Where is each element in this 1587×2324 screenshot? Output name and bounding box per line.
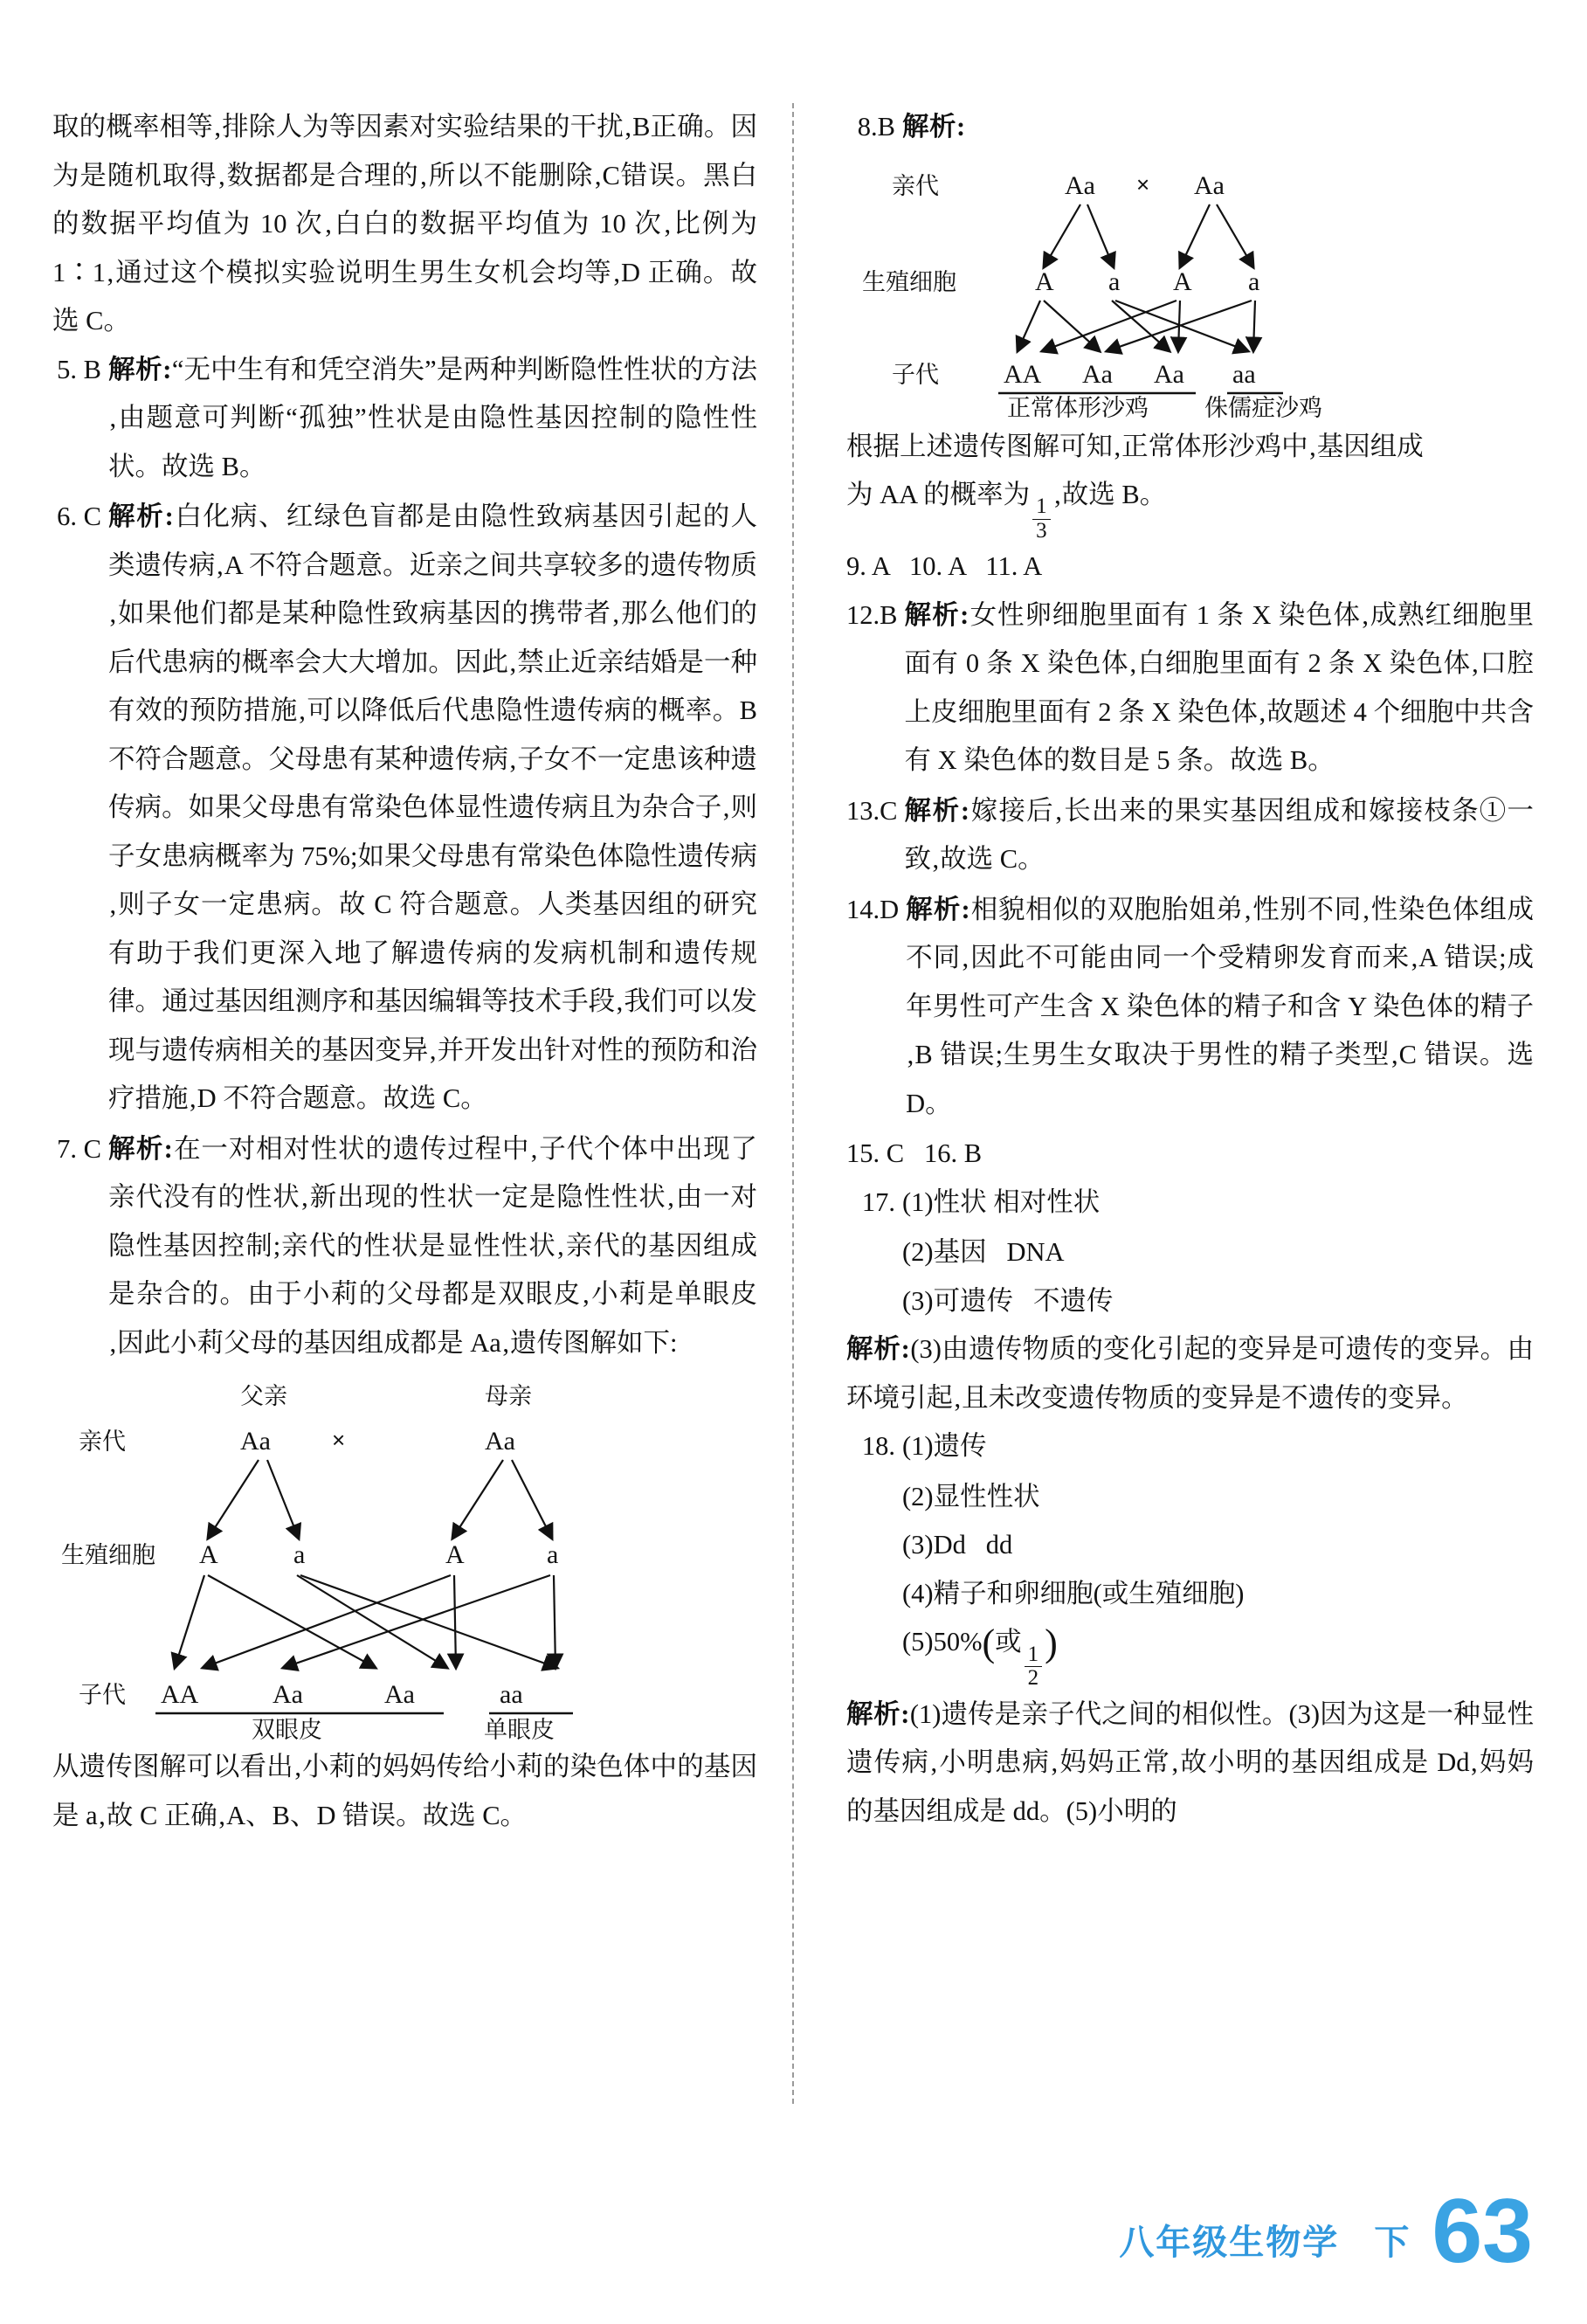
answer-item-17	[846, 1179, 1534, 1228]
gamete-2: a	[1108, 266, 1121, 296]
answer-item-12-body	[904, 591, 1534, 785]
analysis-text: 女性卵细胞里面有 1 条 X 染色体‚成熟红细胞里面有 0 条 X 染色体‚白细胞里面有 2 条 X 染色体‚口腔上皮细胞里面有 2 条 X 染色体‚故题述 4 个细胞中共含有 X 染色体的数目是 5 条。故选 B。	[904, 599, 1534, 776]
answer-item-18	[846, 1422, 1534, 1471]
mother-genotype: Aa	[485, 1427, 515, 1456]
item17-line-2: (2)基因 DNA	[902, 1237, 1065, 1268]
analysis-text: 在一对相对性状的遗传过程中‚子代个体中出现了亲代没有的性状‚新出现的性状一定是隐性性状‚由一对隐性基因控制;亲代的性状是显性性状‚亲代的基因组成是杂合的。由于小莉的父母都是双眼皮‚小莉是单眼皮‚因此小莉父母的基因组成都是 Aa‚遗传图解如下:	[108, 1133, 757, 1358]
item18-line-1: (1)遗传	[902, 1431, 987, 1462]
answer-item-5-number: 5. B	[57, 354, 101, 384]
item8-conclusion-line1: 根据上述遗传图解可知‚正常体形沙鸡中‚基因组成	[846, 431, 1424, 461]
item18-or: 或	[995, 1627, 1022, 1657]
closing-paragraph: 从遗传图解可以看出‚小莉的妈妈传给小莉的染色体中的基因是 a‚故 C 正确‚A、B、D 错误。故选 C。	[52, 1752, 757, 1830]
analysis-label: 解析:	[846, 1698, 910, 1729]
footer-subject: 八年级生物学	[1119, 2224, 1340, 2262]
answer-item-12	[846, 591, 1534, 785]
answer-item-7	[52, 1125, 757, 1368]
cross-symbol: ×	[1136, 170, 1150, 197]
analysis-label: 解析:	[902, 112, 966, 142]
offspring-3: Aa	[384, 1680, 415, 1709]
answer-item-7-body	[108, 1125, 757, 1368]
analysis-text: 相貌相似的双胞胎姐弟‚性别不同‚性染色体组成不同‚因此不可能由同一个受精卵发育而来‚A 错误;成年男性可产生含 X 染色体的精子和含 Y 染色体的精子‚B 错误;生男生女取决于男性的精子类型‚C 错误。选 D。	[906, 894, 1534, 1118]
caption-double-eyelid: 双眼皮	[252, 1717, 322, 1740]
sand-grouse-inheritance-diagram	[846, 157, 1534, 419]
item18-percent: (5)50%	[902, 1627, 983, 1657]
answer-item-8	[846, 103, 1534, 152]
offspring-3: Aa	[1154, 359, 1184, 389]
gamete-3: A	[445, 1540, 465, 1569]
row-label-gamete: 生殖细胞	[61, 1542, 155, 1568]
analysis-label: 解析:	[108, 354, 172, 384]
offspring-2: Aa	[1082, 359, 1113, 389]
item18-line-2: (2)显性性状	[902, 1481, 1040, 1511]
father-title: 父亲	[240, 1383, 287, 1409]
answer-item-7-number: 7. C	[57, 1133, 101, 1164]
answer-item-6	[52, 493, 757, 1124]
analysis-text: 嫁接后‚长出来的果实基因组成和嫁接枝条①一致‚故选 C。	[904, 795, 1534, 875]
answer-item-6-number: 6. C	[57, 501, 101, 531]
eyelid-inheritance-diagram	[52, 1373, 757, 1740]
analysis-text: “无中生有和凭空消失”是两种判断隐性性状的方法‚由题意可判断“孤独”性状是由隐性基因控制的隐性性状。故选 B。	[108, 354, 757, 481]
answer-item-5	[52, 346, 757, 492]
short-answers-15-16: 15. C 16. B	[846, 1138, 983, 1169]
analysis-label: 解析:	[904, 599, 969, 630]
analysis-text: 白化病、红绿色盲都是由隐性致病基因引起的人类遗传病‚A 不符合题意。近亲之间共享较多的遗传物质‚如果他们都是某种隐性致病基因的携带者‚那么他们的后代患病的概率会大大增加。因此‚禁止近亲结婚是一种有效的预防措施‚可以降低后代患隐性遗传病的概率。B 不符合题意。父母患有某种遗传病‚子女不一定患该种遗传病。如果父母患有常染色体显性遗传病且为杂合子‚则子女患病概率为 75%;如果父母患有常染色体隐性遗传病‚则子女一定患病。故 C 符合题意。人类基因组的研究有助于我们更深入地了解遗传病的发病机制和遗传规律。通过基因组测序和基因编辑等技术手段‚我们可以发现与遗传病相关的基因变异‚并开发出针对性的预防和治疗措施‚D 不符合题意。故选 C。	[108, 501, 758, 1113]
answer-item-14-number: 14.D	[846, 894, 900, 924]
right-paren: )	[1045, 1622, 1058, 1665]
offspring-4: aa	[1232, 359, 1256, 389]
page-number: 63	[1432, 2181, 1533, 2283]
answer-item-14-body	[906, 886, 1534, 1129]
answer-item-6-body	[108, 493, 757, 1124]
item17-analysis	[846, 1325, 1534, 1422]
father-genotype: Aa	[240, 1427, 271, 1456]
analysis-text: (3)由遗传物质的变化引起的变异是可遗传的变异。由环境引起‚且未改变遗传物质的变异是不遗传的变异。	[846, 1334, 1534, 1413]
row-label-parent: 亲代	[79, 1428, 126, 1455]
answer-item-14	[846, 886, 1534, 1129]
footer-volume: 下	[1374, 2224, 1410, 2262]
item18-line-5	[846, 1618, 1534, 1690]
answer-item-18-body	[902, 1422, 1534, 1471]
fraction-one-half: $\frac{1}{2}$	[1025, 1643, 1043, 1691]
answer-item-13-number: 13.C	[846, 795, 898, 826]
analysis-label: 解析:	[846, 1334, 911, 1365]
gamete-4: a	[1248, 266, 1260, 296]
item18-analysis	[846, 1691, 1534, 1836]
answer-item-13-body	[904, 787, 1534, 884]
short-answers-9-11: 9. A 10. A 11. A	[846, 551, 1043, 582]
answer-item-18-number: 18.	[861, 1431, 895, 1462]
analysis-label: 解析:	[906, 894, 971, 924]
answer-item-17-number: 17.	[861, 1186, 895, 1217]
offspring-1: AA	[161, 1680, 199, 1709]
parent-genotype-1: Aa	[1065, 170, 1095, 200]
offspring-4: aa	[500, 1680, 523, 1709]
gamete-3: A	[1173, 266, 1192, 296]
gamete-2: a	[293, 1540, 306, 1569]
analysis-label: 解析:	[904, 795, 970, 826]
item17-line-1: (1)性状 相对性状	[902, 1186, 1101, 1217]
analysis-text: (1)遗传是亲子代之间的相似性。(3)因为这是一种显性遗传病‚小明患病‚妈妈正常‚故小明的基因组成是 Dd‚妈妈的基因组成是 dd。(5)小明的	[846, 1698, 1534, 1826]
answer-item-17-body	[902, 1179, 1534, 1228]
offspring-2: Aa	[273, 1680, 303, 1709]
offspring-1: AA	[1004, 359, 1042, 389]
item18-line-3: (3)Dd dd	[902, 1530, 1013, 1560]
item8-prob-suffix: ‚故选 B。	[1052, 480, 1167, 509]
answer-item-8-number: 8.B	[857, 112, 895, 142]
row-label-offspring: 子代	[79, 1682, 126, 1708]
item18-line-4: (4)精子和卵细胞(或生殖细胞)	[902, 1578, 1245, 1608]
left-paren: (	[982, 1622, 996, 1665]
answer-item-12-number: 12.B	[846, 599, 898, 630]
caption-dwarf-grouse: 侏儒症沙鸡	[1204, 394, 1322, 419]
answer-item-13	[846, 787, 1534, 884]
item8-conclusion-line2	[846, 471, 1534, 543]
item17-line-3: (3)可遗传 不遗传	[902, 1285, 1114, 1316]
analysis-label: 解析:	[108, 501, 175, 531]
two-column-layout	[52, 103, 1535, 2113]
page-footer	[0, 2181, 1533, 2283]
parent-genotype-2: Aa	[1194, 170, 1225, 200]
fraction-one-third: $\frac{1}{3}$	[1032, 495, 1051, 543]
gamete-4: a	[547, 1540, 559, 1569]
answer-item-8-body	[902, 103, 1534, 152]
left-column	[52, 103, 790, 2113]
gamete-1: A	[1035, 266, 1054, 296]
continuation-paragraph: 取的概率相等‚排除人为等因素对实验结果的干扰‚B正确。因为是随机取得‚数据都是合理的‚所以不能删除‚C错误。黑白的数据平均值为 10 次‚白白的数据平均值为 10 次‚比例为 1∶1‚通过这个模拟实验说明生男生女机会均等‚D 正确。故选 C。	[52, 112, 757, 335]
answer-item-5-body	[108, 346, 757, 492]
mother-title: 母亲	[485, 1383, 532, 1409]
row-label-gamete: 生殖细胞	[862, 268, 956, 295]
row-label-offspring: 子代	[892, 361, 939, 388]
caption-single-eyelid: 单眼皮	[484, 1717, 555, 1740]
analysis-label: 解析:	[108, 1133, 174, 1164]
right-column	[796, 103, 1534, 2113]
item8-prob-prefix: 为 AA 的概率为	[846, 480, 1031, 509]
column-divider	[792, 103, 794, 2104]
row-label-parent: 亲代	[892, 172, 939, 199]
caption-normal-grouse: 正常体形沙鸡	[1007, 394, 1149, 419]
gamete-1: A	[199, 1540, 218, 1569]
cross-symbol: ×	[332, 1427, 346, 1453]
